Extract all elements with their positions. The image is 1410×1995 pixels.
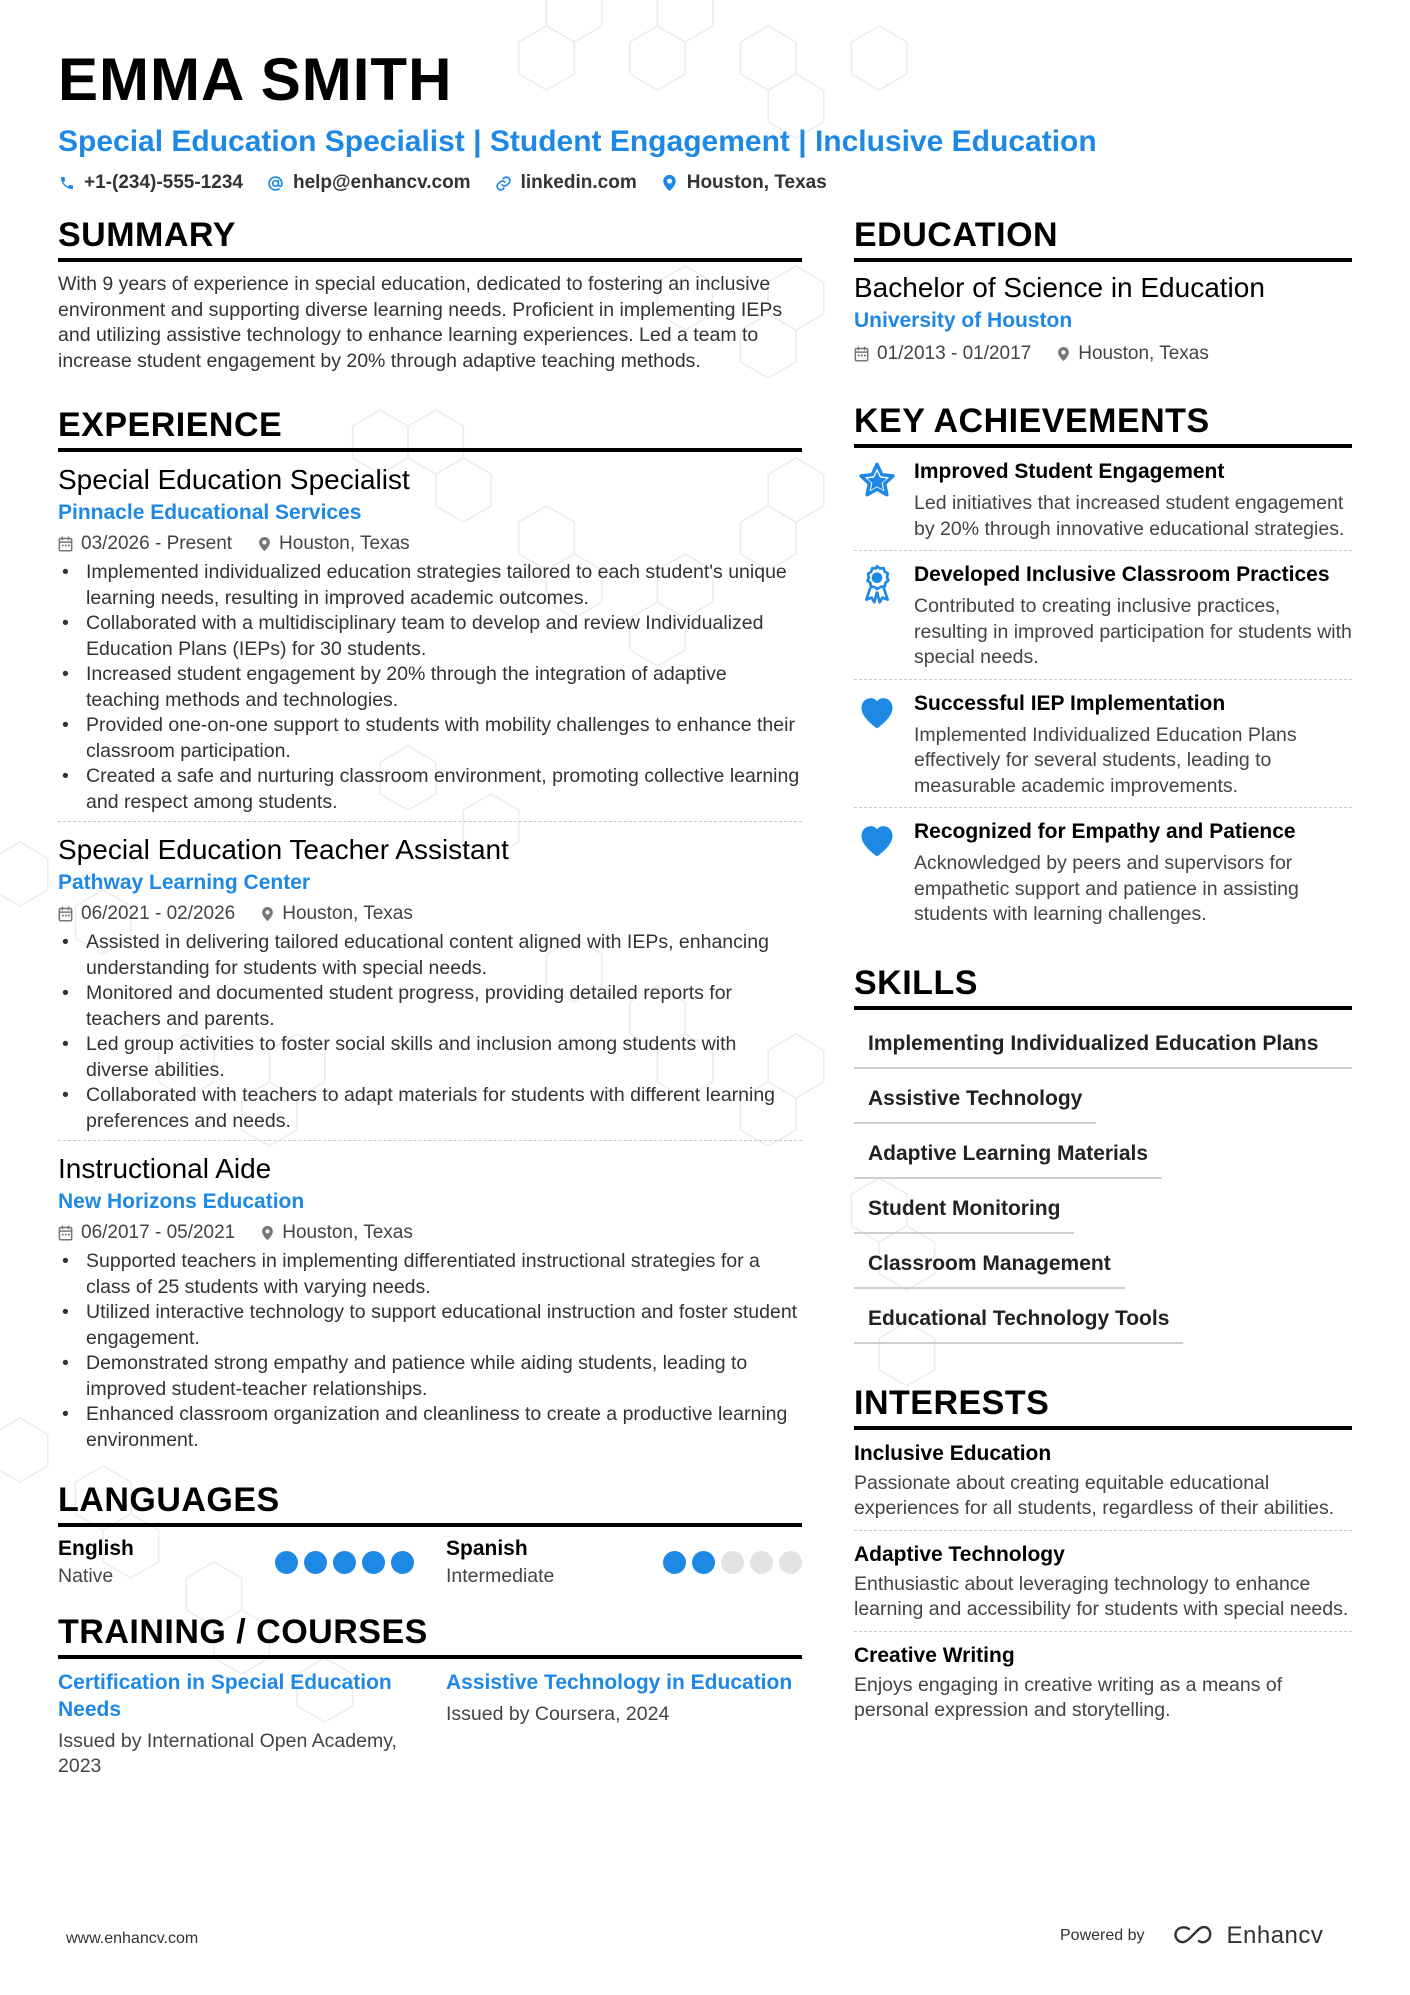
right-column [854, 214, 1352, 1724]
contact-email[interactable] [267, 172, 471, 194]
language-name: English [58, 1537, 134, 1560]
course-title: Assistive Technology in Education [446, 1671, 793, 1694]
enhancv-logo-icon [1171, 1925, 1217, 1947]
job-bullet: • Supported teachers in implementing differentiated instructional strategies for a class of 25 students with varying needs. [58, 1249, 802, 1300]
skill-tag: Classroom Management [854, 1242, 1125, 1289]
achievement-item [854, 448, 1352, 550]
job-dates-text: 03/2026 - Present [81, 533, 233, 554]
rating-dot-empty [721, 1551, 744, 1574]
course-issuer: Issued by International Open Academy, 2023 [58, 1730, 397, 1777]
heart-icon [854, 818, 900, 928]
interests-heading: INTERESTS [854, 1382, 1352, 1430]
achievement-item [854, 679, 1352, 808]
achievements-heading: KEY ACHIEVEMENTS [854, 400, 1352, 448]
language-item [58, 1535, 414, 1589]
left-column [58, 214, 802, 1779]
brand-logo[interactable] [1171, 1922, 1324, 1950]
link-icon [495, 174, 513, 192]
calendar-icon [58, 1225, 73, 1241]
course-issuer: Issued by Coursera, 2024 [446, 1703, 670, 1725]
course-item [446, 1669, 802, 1779]
at-sign-icon [267, 174, 285, 192]
achievement-title: Improved Student Engagement [914, 460, 1225, 483]
languages-list [58, 1535, 802, 1589]
job-role: Special Education Teacher Assistant [58, 834, 509, 865]
job-bullet: • Enhanced classroom organization and cleanliness to create a productive learning environment. [58, 1402, 802, 1453]
job-bullet: • Assisted in delivering tailored educational content aligned with IEPs, enhancing understanding for students with special needs. [58, 930, 802, 981]
achievement-desc: Contributed to creating inclusive practices, resulting in improved participation for students with special needs. [914, 595, 1352, 668]
job-bullet: • Implemented individualized education strategies tailored to each student's unique learning needs, resulting in improved academic outcomes. [58, 560, 802, 611]
summary-text: With 9 years of experience in special education, dedicated to fostering an inclusive environment and supporting diverse learning needs. Proficient in implementing IEPs and utilizing assistive technology to enhance learning experiences. Led a team to increase student engagement by 20% through adaptive teaching methods. [58, 273, 783, 372]
interest-title: Adaptive Technology [854, 1542, 1065, 1566]
rating-dot-empty [750, 1551, 773, 1574]
training-heading: TRAINING / COURSES [58, 1611, 802, 1659]
education-location [1057, 340, 1209, 368]
interest-title: Inclusive Education [854, 1441, 1052, 1465]
job-bullet: • Collaborated with a multidisciplinary team to develop and review Individualized Education Plans (IEPs) for 30 students. [58, 611, 802, 662]
contact-linkedin-text: linkedin.com [520, 172, 637, 193]
job-company: Pathway Learning Center [58, 871, 311, 894]
interest-item [854, 1530, 1352, 1623]
skill-tag: Assistive Technology [854, 1077, 1096, 1124]
language-level: Native [58, 1565, 114, 1587]
education-degree: Bachelor of Science in Education [854, 272, 1265, 303]
location-pin-icon [1057, 346, 1070, 362]
calendar-icon [58, 906, 73, 922]
candidate-name: EMMA SMITH [58, 46, 453, 113]
interest-title: Creative Writing [854, 1643, 1015, 1667]
contact-phone[interactable] [58, 172, 243, 194]
job-bullets [58, 560, 802, 815]
training-section [58, 1611, 802, 1779]
skills-list [854, 1022, 1352, 1352]
experience-item [58, 821, 802, 1140]
job-company: Pinnacle Educational Services [58, 501, 362, 524]
interest-item [854, 1631, 1352, 1724]
skill-tag: Adaptive Learning Materials [854, 1132, 1162, 1179]
heart-icon [854, 690, 900, 800]
job-role: Instructional Aide [58, 1153, 272, 1184]
job-role: Special Education Specialist [58, 464, 410, 495]
job-location [261, 900, 413, 928]
job-bullet: • Monitored and documented student progress, providing detailed reports for teachers and parents. [58, 981, 802, 1032]
job-bullet: • Collaborated with teachers to adapt materials for students with different learning preferences and needs. [58, 1083, 802, 1134]
contact-email-text: help@enhancv.com [292, 172, 471, 193]
languages-section [58, 1479, 802, 1589]
achievement-desc: Led initiatives that increased student engagement by 20% through innovative educational strategies. [914, 492, 1345, 540]
job-bullet: • Provided one-on-one support to students with mobility challenges to enhance their classroom participation. [58, 713, 802, 764]
rating-dot-filled [333, 1551, 356, 1574]
language-name: Spanish [446, 1537, 528, 1560]
education-dates-text: 01/2013 - 01/2017 [877, 343, 1032, 364]
brand-name: Enhancv [1226, 1922, 1324, 1949]
language-rating-dots [663, 1551, 802, 1574]
education-section [854, 214, 1352, 368]
experience-item [58, 452, 802, 821]
rating-dot-filled [692, 1551, 715, 1574]
education-dates [854, 340, 1031, 368]
job-bullet: • Increased student engagement by 20% through the integration of adaptive teaching methods and technologies. [58, 662, 802, 713]
location-pin-icon [661, 174, 679, 192]
contact-linkedin[interactable] [495, 172, 637, 194]
contact-phone-text: +1-(234)-555-1234 [84, 172, 243, 193]
job-meta [58, 900, 802, 928]
job-meta [58, 530, 802, 558]
job-location-text: Houston, Texas [279, 533, 410, 554]
achievement-title: Recognized for Empathy and Patience [914, 820, 1296, 843]
powered-by-label: Powered by [1060, 1927, 1145, 1944]
star-icon [854, 458, 900, 542]
language-item [446, 1535, 802, 1589]
rating-dot-empty [779, 1551, 802, 1574]
education-meta [854, 340, 1352, 368]
experience-item [58, 1140, 802, 1459]
phone-icon [58, 174, 76, 192]
calendar-icon [58, 536, 73, 552]
education-heading: EDUCATION [854, 214, 1352, 262]
job-location-text: Houston, Texas [282, 903, 413, 924]
interest-item [854, 1440, 1352, 1522]
achievement-item [854, 807, 1352, 936]
location-pin-icon [261, 906, 274, 922]
achievement-title: Successful IEP Implementation [914, 691, 1226, 715]
resume-header [58, 44, 1358, 194]
job-bullet: • Led group activities to foster social skills and inclusion among students with diverse abilities. [58, 1032, 802, 1083]
job-company: New Horizons Education [58, 1190, 305, 1213]
skill-tag: Educational Technology Tools [854, 1297, 1183, 1344]
interest-desc: Enjoys engaging in creative writing as a means of personal expression and storytelling. [854, 1673, 1283, 1721]
interest-desc: Passionate about creating equitable educational experiences for all students, regardless of their abilities. [854, 1471, 1335, 1519]
job-bullets [58, 1249, 802, 1453]
education-location-text: Houston, Texas [1078, 343, 1209, 364]
achievement-title: Developed Inclusive Classroom Practices [914, 563, 1330, 586]
interest-desc: Enthusiastic about leveraging technology to enhance learning and accessibility for students with special needs. [854, 1572, 1349, 1620]
contact-bar [58, 172, 1358, 194]
course-item [58, 1669, 414, 1779]
languages-heading: LANGUAGES [58, 1479, 802, 1527]
language-level: Intermediate [446, 1565, 555, 1587]
job-dates-text: 06/2021 - 02/2026 [81, 903, 236, 924]
summary-heading: SUMMARY [58, 214, 802, 262]
job-meta [58, 1219, 802, 1247]
summary-section [58, 214, 802, 374]
achievement-item [854, 550, 1352, 679]
education-school: University of Houston [854, 309, 1073, 332]
calendar-icon [854, 346, 869, 362]
job-dates [58, 900, 235, 928]
job-bullet: • Utilized interactive technology to support educational instruction and foster student engagement. [58, 1300, 802, 1351]
experience-heading: EXPERIENCE [58, 404, 802, 452]
job-location-text: Houston, Texas [282, 1222, 413, 1243]
job-location [258, 530, 410, 558]
job-bullet: • Created a safe and nurturing classroom environment, promoting collective learning and respect among students. [58, 764, 802, 815]
achievement-desc: Implemented Individualized Education Plans effectively for several students, leading to measurable academic improvements. [914, 723, 1297, 797]
contact-location [661, 172, 827, 194]
footer-website[interactable]: www.enhancv.com [66, 1930, 199, 1947]
job-dates-text: 06/2017 - 05/2021 [81, 1222, 236, 1243]
location-pin-icon [261, 1225, 274, 1241]
candidate-tagline: Special Education Specialist | Student Engagement | Inclusive Education [58, 125, 1097, 158]
rating-dot-filled [275, 1551, 298, 1574]
courses-list [58, 1669, 802, 1779]
rating-dot-filled [391, 1551, 414, 1574]
job-location [261, 1219, 413, 1247]
interests-section [854, 1382, 1352, 1724]
achievement-desc: Acknowledged by peers and supervisors for empathetic support and patience in assisting students with learning challenges. [914, 852, 1299, 925]
rating-dot-filled [304, 1551, 327, 1574]
experience-section [58, 404, 802, 1459]
location-pin-icon [258, 536, 271, 552]
award-ribbon-icon [854, 561, 900, 671]
language-rating-dots [275, 1551, 414, 1574]
contact-location-text: Houston, Texas [686, 172, 827, 193]
footer-branding [1060, 1922, 1323, 1950]
rating-dot-filled [362, 1551, 385, 1574]
job-bullets [58, 930, 802, 1134]
rating-dot-filled [663, 1551, 686, 1574]
skill-tag: Student Monitoring [854, 1187, 1074, 1234]
job-bullet: • Demonstrated strong empathy and patience while aiding students, leading to improved student-teacher relationships. [58, 1351, 802, 1402]
job-dates [58, 530, 232, 558]
course-title: Certification in Special Education Needs [58, 1671, 392, 1721]
achievements-section [854, 400, 1352, 936]
skill-tag: Implementing Individualized Education Plans [854, 1022, 1352, 1069]
skills-section [854, 962, 1352, 1352]
skills-heading: SKILLS [854, 962, 1352, 1010]
job-dates [58, 1219, 235, 1247]
